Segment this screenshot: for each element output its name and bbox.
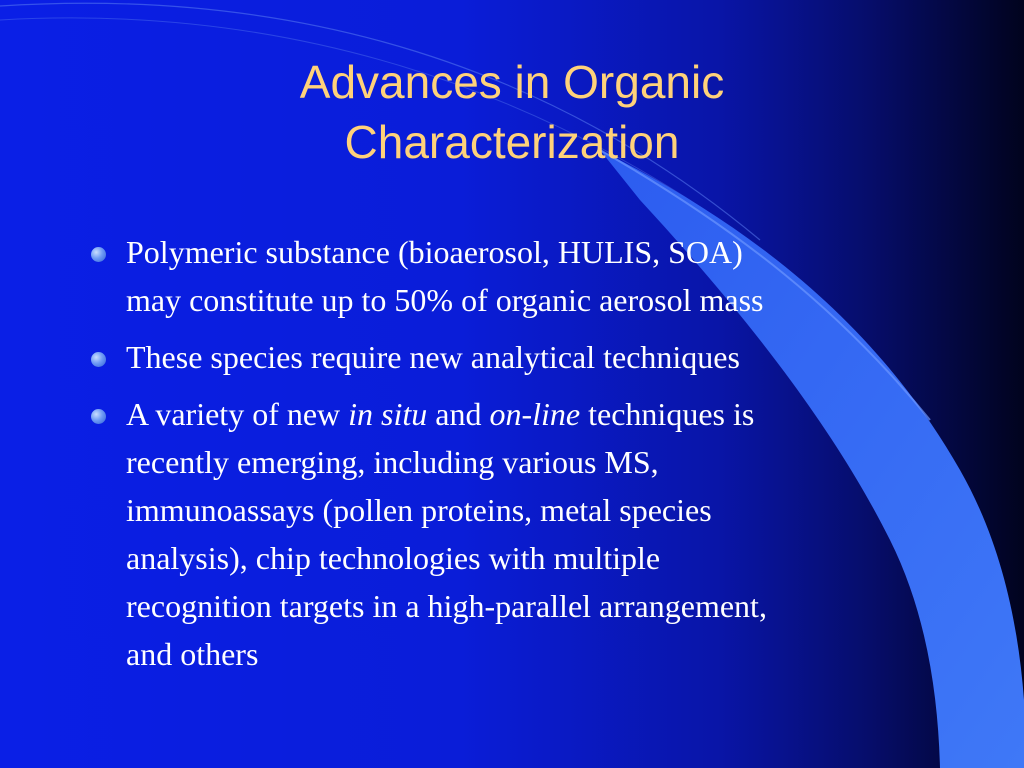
bullet-3-on-line: on-line [489,396,581,432]
bullet-2-line-1: These species require new analytical techniques [126,339,740,375]
bullet-3-in-situ: in situ [348,396,428,432]
bullet-1-line-2: may constitute up to 50% of organic aerosol mass [126,282,764,318]
bullet-3-text-e: techniques is [580,396,755,432]
bullet-3-line-3: immunoassays (pollen proteins, metal species [126,492,712,528]
bullet-3-line-5: recognition targets in a high-parallel arrangement, [126,588,767,624]
slide-title [0,52,1024,172]
bullet-3-line-1 [126,390,948,438]
bullet-dot-icon [91,409,106,424]
bullet-dot-icon [91,247,106,262]
bullet-3-line-6: and others [126,636,259,672]
bullet-3-line-2: recently emerging, including various MS, [126,444,659,480]
bullet-item-2 [88,333,948,381]
slide-title-line-1: Advances in Organic [299,56,725,108]
bullet-dot-icon [91,352,106,367]
bullet-item-1 [88,228,948,324]
bullet-3-text-a: A variety of new [126,396,349,432]
bullet-1-line-1: Polymeric substance (bioaerosol, HULIS, SOA) [126,234,743,270]
slide-title-line-2: Characterization [344,116,680,168]
bullet-3-line-4: analysis), chip technologies with multiple [126,540,661,576]
bullet-list [88,228,948,687]
bullet-item-3 [88,390,948,678]
bullet-3-text-c: and [427,396,490,432]
